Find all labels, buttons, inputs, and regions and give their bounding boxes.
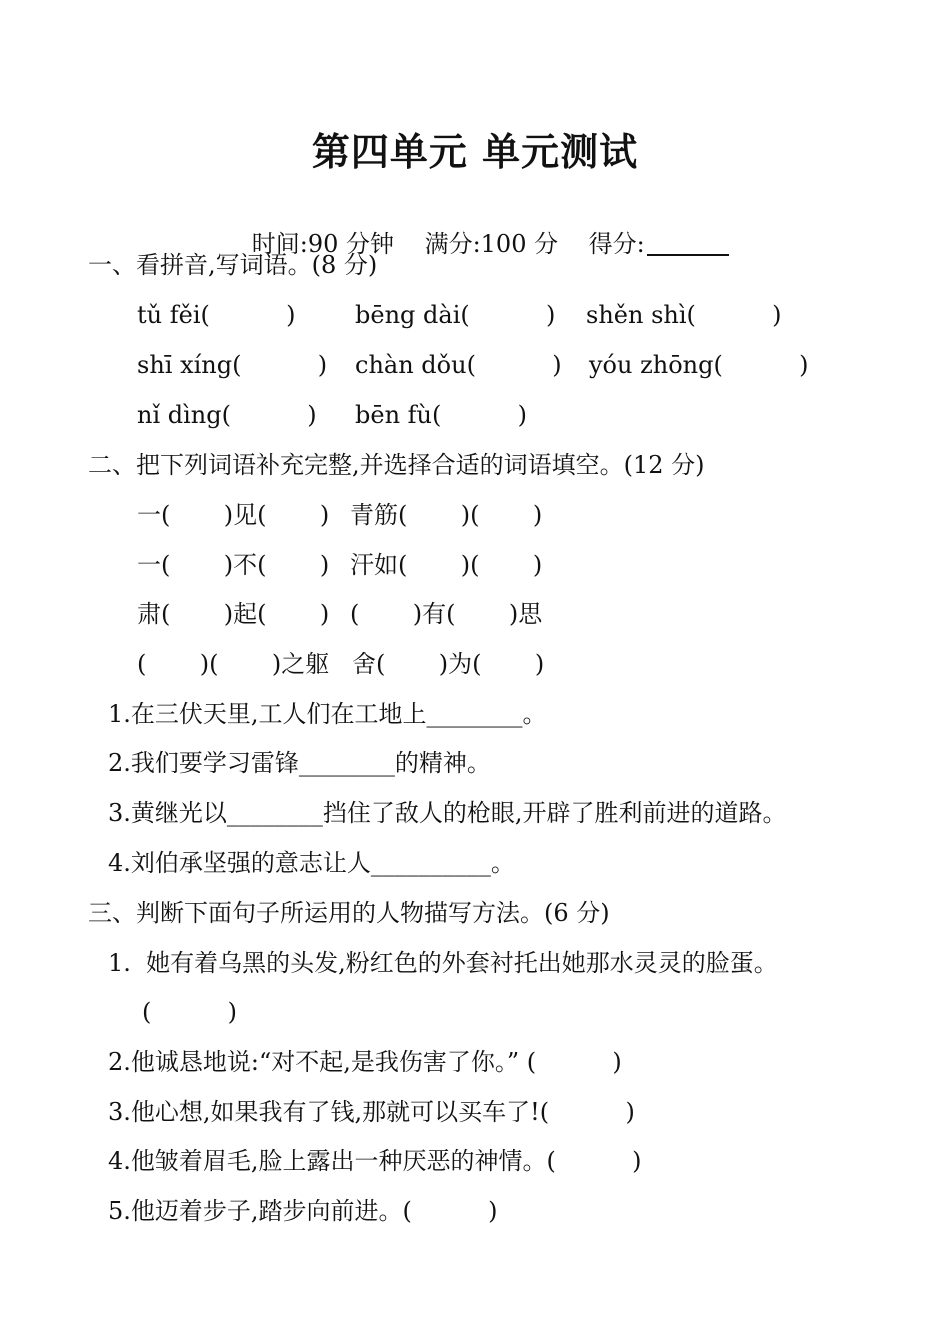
judge-question: 1. 她有着乌黑的头发,粉红色的外套衬托出她那水灵灵的脸蛋。 xyxy=(108,949,778,977)
idiom-item[interactable]: 汗如( )( ) xyxy=(350,551,543,579)
judge-question[interactable]: 3.他心想,如果我有了钱,那就可以买车了!( ) xyxy=(108,1098,635,1126)
idiom-item[interactable]: ( )( )之躯 xyxy=(137,650,330,678)
pinyin-item[interactable]: chàn dǒu( ) xyxy=(355,351,562,379)
score-blank[interactable] xyxy=(647,230,729,256)
section2-heading: 二、把下列词语补充完整,并选择合适的词语填空。(12 分) xyxy=(88,451,705,479)
pinyin-item[interactable]: nǐ dìng( ) xyxy=(137,401,317,429)
pinyin-item[interactable]: shī xíng( ) xyxy=(137,351,328,379)
idiom-item[interactable]: 青筋( )( ) xyxy=(350,501,543,529)
judge-question[interactable]: 2.他诚恳地说:“对不起,是我伤害了你。” ( ) xyxy=(108,1048,622,1076)
pinyin-item[interactable]: bēn fù( ) xyxy=(355,401,528,429)
fill-question[interactable]: 2.我们要学习雷锋________的精神。 xyxy=(108,749,491,777)
section1-heading: 一、看拼音,写词语。(8 分) xyxy=(88,251,378,279)
pinyin-item[interactable]: bēng dài( ) xyxy=(355,301,556,329)
idiom-item[interactable]: 肃( )起( ) xyxy=(137,600,330,628)
pinyin-item[interactable]: shěn shì( ) xyxy=(586,301,782,329)
section3-heading: 三、判断下面句子所运用的人物描写方法。(6 分) xyxy=(88,899,610,927)
judge-answer-blank[interactable]: ( ) xyxy=(142,998,238,1026)
full-score: 满分:100 分 xyxy=(424,230,559,258)
pinyin-item[interactable]: tǔ fěi( ) xyxy=(137,301,296,329)
fill-question[interactable]: 3.黄继光以________挡住了敌人的枪眼,开辟了胜利前进的道路。 xyxy=(108,799,787,827)
fill-question[interactable]: 4.刘伯承坚强的意志让人__________。 xyxy=(108,849,515,877)
idiom-item[interactable]: ( )有( )思 xyxy=(350,600,543,628)
fill-question[interactable]: 1.在三伏天里,工人们在工地上________。 xyxy=(108,700,547,728)
idiom-item[interactable]: 一( )不( ) xyxy=(137,551,330,579)
time-limit: 时间:90 分钟 xyxy=(251,230,395,258)
pinyin-item[interactable]: yóu zhōng( ) xyxy=(589,351,809,379)
idiom-item[interactable]: 舍( )为( ) xyxy=(352,650,545,678)
score-label: 得分: xyxy=(588,230,645,258)
idiom-item[interactable]: 一( )见( ) xyxy=(137,501,330,529)
judge-question[interactable]: 5.他迈着步子,踏步向前进。( ) xyxy=(108,1197,498,1225)
judge-question[interactable]: 4.他皱着眉毛,脸上露出一种厌恶的神情。( ) xyxy=(108,1147,642,1175)
page-title: 第四单元 单元测试 xyxy=(311,130,639,174)
